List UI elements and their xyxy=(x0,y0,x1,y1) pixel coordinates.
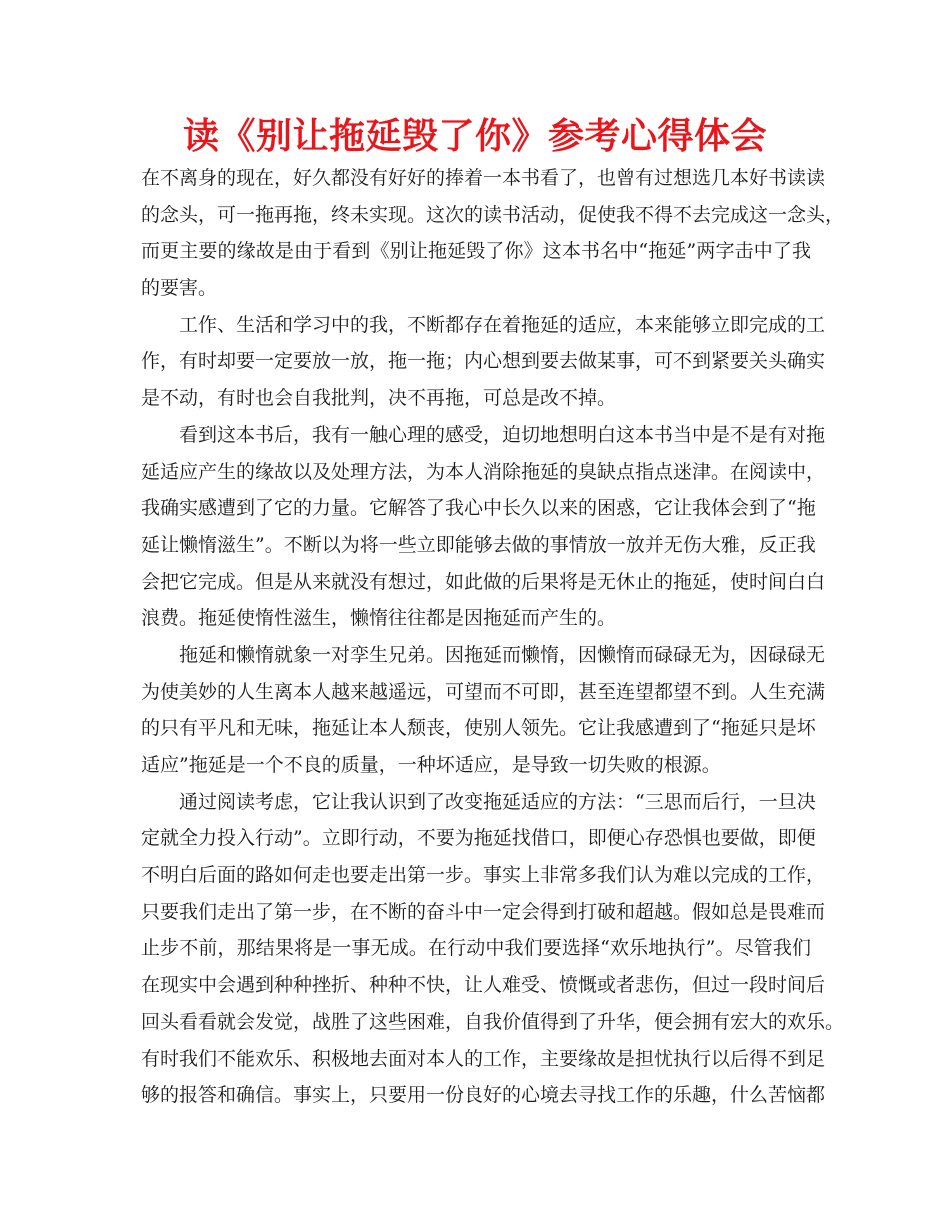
text-line: 为使美妙的人生离本人越来越遥远，可望而不可即，甚至连望都望不到。人生充满 xyxy=(141,680,826,703)
text-line: 定就全力投入行动”。立即行动，不要为拖延找借口，即便心存恐惧也要做，即便 xyxy=(141,827,816,850)
text-line: 的念头，可一拖再拖，终未实现。这次的读书活动，促使我不得不去完成这一念头， xyxy=(141,203,845,226)
paragraph-4 xyxy=(141,637,826,784)
text-line: 有时我们不能欢乐、积极地去面对本人的工作，主要缘故是担忧执行以后得不到足 xyxy=(141,1047,826,1070)
document-title: 读《别让拖延毁了你》参考心得体会 xyxy=(182,116,767,157)
text-line: 会把它完成。但是从来就没有想过，如此做的后果将是无休止的拖延，使时间白白 xyxy=(141,570,826,593)
text-line: 的要害。 xyxy=(141,277,218,300)
text-line: 适应”拖延是一个不良的质量，一种坏适应，是导致一切失败的根源。 xyxy=(141,754,721,776)
text-line: 工作、生活和学习中的我，不断都存在着拖延的适应，本来能够立即完成的工 xyxy=(179,313,826,336)
text-line: 看到这本书后，我有一触心理的感受，迫切地想明白这本书当中是不是有对拖 xyxy=(179,423,826,446)
document-body xyxy=(141,160,845,1114)
text-line: 通过阅读考虑，它让我认识到了改变拖延适应的方法：“三思而后行，一旦决 xyxy=(179,790,816,813)
text-line: 作，有时却要一定要放一放，拖一拖；内心想到要去做某事，可不到紧要关头确实 xyxy=(141,350,826,373)
text-line: 浪费。拖延使惰性滋生，懒惰往往都是因拖延而产生的。 xyxy=(141,607,617,630)
text-line: 拖延和懒惰就象一对孪生兄弟。因拖延而懒惰，因懒惰而碌碌无为，因碌碌无 xyxy=(179,643,826,666)
text-line: 我确实感遭到了它的力量。它解答了我心中长久以来的困惑，它让我体会到了“拖 xyxy=(141,497,816,520)
paragraph-1 xyxy=(141,160,845,307)
paragraph-5 xyxy=(141,784,845,1114)
text-line: 在不离身的现在，好久都没有好好的捧着一本书看了，也曾有过想选几本好书读读 xyxy=(141,167,826,189)
text-line: 够的报答和确信。事实上，只要用一份良好的心境去寻找工作的乐趣，什么苦恼都 xyxy=(141,1084,826,1107)
text-line: 延让懒惰滋生”。不断以为将一些立即能够去做的事情放一放并无伤大雅，反正我 xyxy=(141,533,816,556)
text-line: 的只有平凡和无味，拖延让本人颓丧，使别人领先。它让我感遭到了“拖延只是坏 xyxy=(141,717,816,740)
text-line: 止步不前，那结果将是一事无成。在行动中我们要选择“欢乐地执行”。尽管我们 xyxy=(141,937,811,960)
text-line: 延适应产生的缘故以及处理方法，为本人消除拖延的臭缺点指点迷津。在阅读中， xyxy=(141,460,826,483)
text-line: 回头看看就会发觉，战胜了这些困难，自我价值得到了升华，便会拥有宏大的欢乐。 xyxy=(141,1010,845,1033)
text-line: 而更主要的缘故是由于看到《别让拖延毁了你》这本书名中“拖延”两字击中了我 xyxy=(141,240,811,263)
text-line: 在现实中会遇到种种挫折、种种不快，让人难受、愤慨或者悲伤，但过一段时间后 xyxy=(141,974,826,997)
paragraph-3 xyxy=(141,417,826,637)
paragraph-2 xyxy=(141,307,826,417)
text-line: 不明白后面的路如何走也要走出第一步。事实上非常多我们认为难以完成的工作， xyxy=(141,864,826,887)
text-line: 是不动，有时也会自我批判，决不再拖，可总是改不掉。 xyxy=(141,387,617,410)
text-line: 只要我们走出了第一步，在不断的奋斗中一定会得到打破和超越。假如总是畏难而 xyxy=(141,900,826,923)
